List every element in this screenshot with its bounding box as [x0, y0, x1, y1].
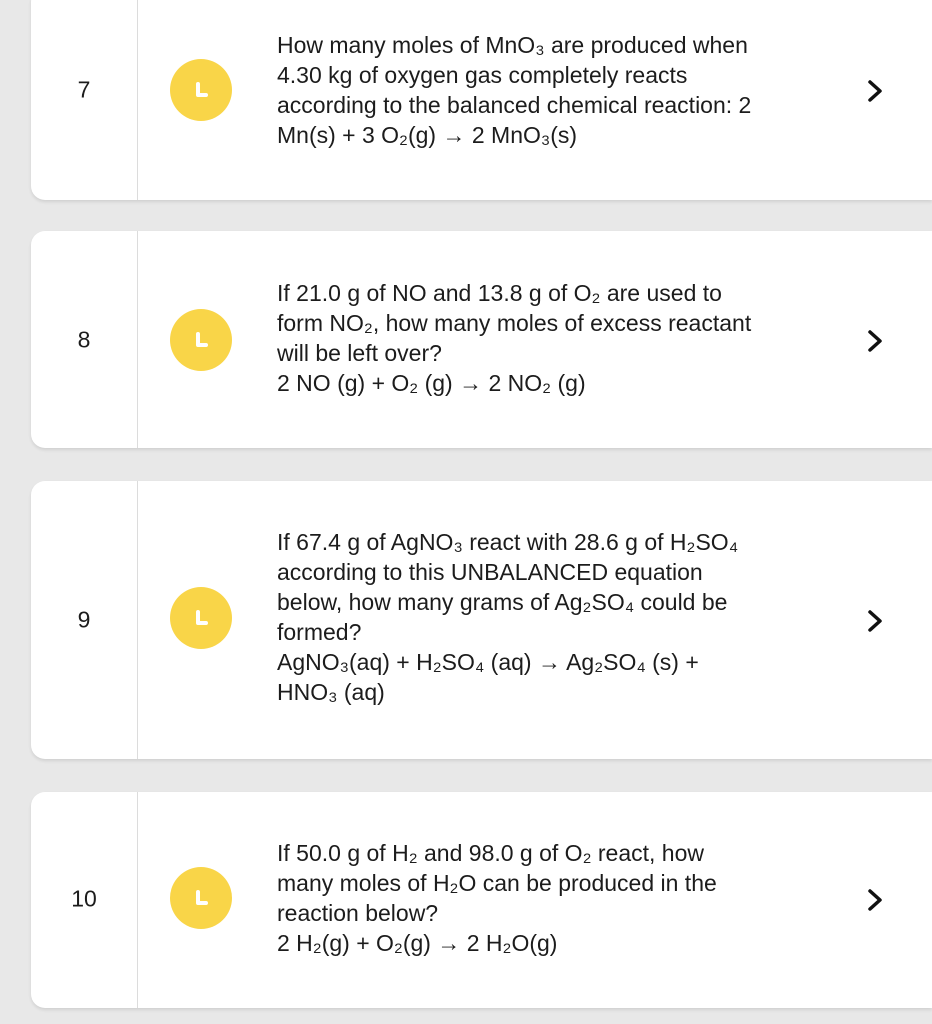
- question-card-10[interactable]: [31, 792, 932, 1008]
- question-number: 8: [77, 326, 91, 353]
- question-line: 2 H₂(g) + O₂(g) → 2 H₂O(g): [277, 930, 558, 956]
- card-divider: [137, 792, 138, 1008]
- clock-icon: [170, 867, 232, 929]
- question-line: If 21.0 g of NO and 13.8 g of O₂ are used to: [277, 280, 722, 306]
- question-line: How many moles of MnO₃ are produced when: [277, 32, 748, 58]
- chevron-right-icon[interactable]: [867, 329, 883, 353]
- card-divider: [137, 0, 138, 200]
- question-text: [277, 527, 837, 707]
- question-card-9[interactable]: [31, 481, 932, 759]
- question-line: If 67.4 g of AgNO₃ react with 28.6 g of H₂SO₄: [277, 529, 739, 555]
- question-line: HNO₃ (aq): [277, 679, 385, 705]
- card-divider: [137, 481, 138, 759]
- question-text: [277, 838, 837, 958]
- question-line: according to this UNBALANCED equation: [277, 559, 703, 585]
- question-line: many moles of H₂O can be produced in the: [277, 870, 717, 896]
- chevron-right-icon[interactable]: [867, 888, 883, 912]
- question-card-7[interactable]: [31, 0, 932, 200]
- question-line: Mn(s) + 3 O₂(g) → 2 MnO₃(s): [277, 122, 578, 148]
- chevron-right-icon[interactable]: [867, 609, 883, 633]
- question-number: 9: [77, 606, 91, 633]
- question-card-8[interactable]: [31, 231, 932, 448]
- question-line: form NO₂, how many moles of excess reactant: [277, 310, 752, 336]
- clock-icon: [170, 309, 232, 371]
- question-line: 4.30 kg of oxygen gas completely reacts: [277, 62, 688, 88]
- question-line: will be left over?: [277, 340, 442, 366]
- question-number: 7: [77, 76, 91, 103]
- clock-icon: [170, 59, 232, 121]
- question-number: 10: [71, 885, 97, 912]
- card-divider: [137, 231, 138, 448]
- question-line: formed?: [277, 619, 362, 645]
- question-line: If 50.0 g of H₂ and 98.0 g of O₂ react, how: [277, 840, 704, 866]
- clock-icon: [170, 587, 232, 649]
- chevron-right-icon[interactable]: [867, 79, 883, 103]
- question-line: according to the balanced chemical reaction: 2: [277, 92, 752, 118]
- question-line: below, how many grams of Ag₂SO₄ could be: [277, 589, 728, 615]
- question-line: reaction below?: [277, 900, 439, 926]
- question-line: 2 NO (g) + O₂ (g) → 2 NO₂ (g): [277, 370, 586, 396]
- question-line: AgNO₃(aq) + H₂SO₄ (aq) → Ag₂SO₄ (s) +: [277, 649, 699, 675]
- question-text: [277, 278, 837, 398]
- question-text: [277, 30, 837, 150]
